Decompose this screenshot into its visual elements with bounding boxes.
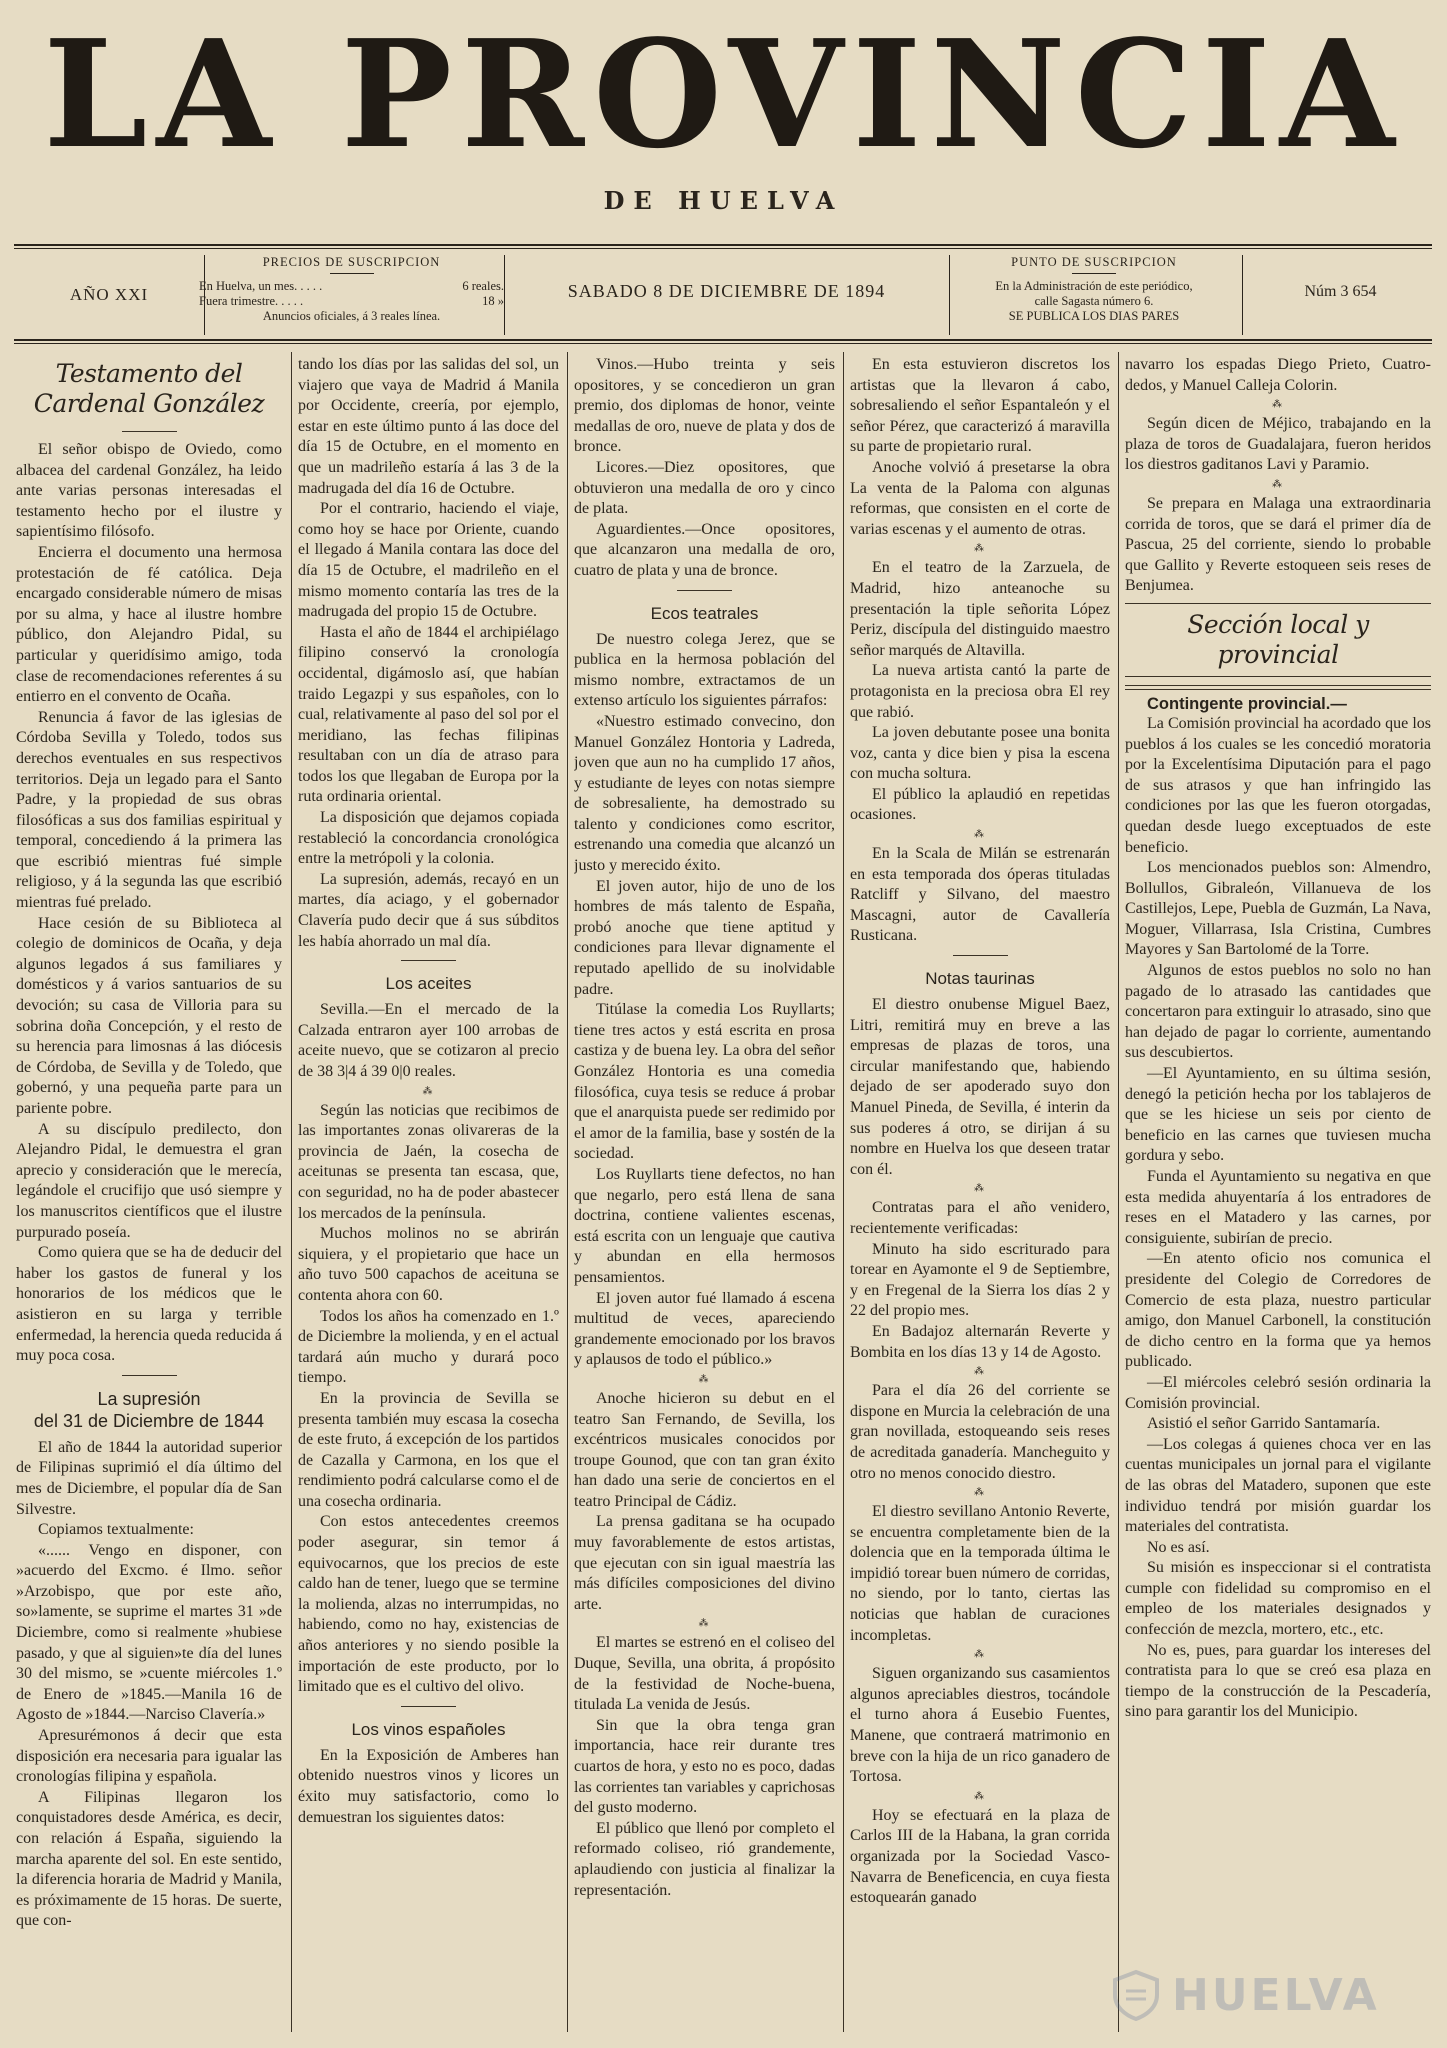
- section-divider: [677, 590, 732, 591]
- paragraph: Su misión es inspeccionar si el contratista cumple con fidelidad su compromiso en el empleo de los materiales designados y confección de mezcla, mortero, etc., etc.: [1125, 1559, 1431, 1639]
- box-divider: [1072, 273, 1116, 274]
- paragraph: Titúlase la comedia Los Ruyllarts; tiene tres actos y está escrita en prosa castiza y de buena ley. La obra del señor González Hontoria es una comedia filosófica, cuya tesis se reduce á probar que el anarquista puede ser redimido por el amor de la familia, base y sostén de la sociedad.: [574, 1001, 835, 1163]
- price-value-quarterly: 18 »: [482, 294, 504, 308]
- header-rule-top: [14, 244, 1432, 246]
- article-title-ecos: Ecos teatrales: [650, 603, 759, 623]
- asterism-separator: ⁂: [422, 1085, 435, 1097]
- paragraph: Renuncia á favor de las iglesias de Córdoba Sevilla y Toledo, todos sus derechos eventuales en sus respectivos territorios. Deja un legado para el Santo Padre, y la propiedad de sus obras filosóficas a sus dos familias espiritual y temporal, concediendo á la primera las que escribió mientras fué simple religioso, y á la segunda las que escribió mientras fué prelado.: [16, 708, 282, 912]
- archive-watermark: [1110, 1960, 1440, 2030]
- header-rule-top-thin: [14, 248, 1432, 249]
- paragraph: El público la aplaudió en repetidas ocasiones.: [850, 785, 1110, 824]
- paragraph: El diestro sevillano Antonio Reverte, se encuentra completamente bien de la dolencia que en la temporada última le impidió torear buen número de corridas, no siendo, por lo tanto, ciertas las noticias que hablan de curaciones incompletas.: [850, 1503, 1110, 1644]
- paragraph: El joven autor, hijo de uno de los hombres de más talento de España, probó anoche que tiene aptitud y condiciones para llevar dignamente el reputado apellido de su inolvidable padre.: [574, 877, 835, 998]
- article-title-testamento: Testamento del Cardenal González: [33, 359, 265, 418]
- asterism-separator: ⁂: [1272, 478, 1284, 490]
- paragraph: La Comisión provincial ha acordado que los pueblos á los cuales se les concedió moratoria por la Excelentísima Diputación para el pago de sus atrasos y que han infringido las condiciones por las que les fueron otorgadas, quedan desde luego exceptuados de este beneficio.: [1125, 714, 1431, 856]
- paragraph: El martes se estrenó en el coliseo del Duque, Sevilla, una obrita, á propósito de la festividad de Noche-buena, titulada La venida de Jesús.: [574, 1634, 835, 1714]
- header-rule-bottom: [14, 339, 1432, 341]
- paragraph: Apresurémonos á decir que esta disposición era necesaria para igualar las cronologías filipina y española.: [16, 1727, 282, 1786]
- publication-days: SE PUBLICA LOS DIAS PARES: [1008, 309, 1180, 323]
- paragraph: La nueva artista cantó la parte de protagonista en la preciosa obra El rey que rabió.: [850, 662, 1110, 721]
- subscription-point-line2: calle Sagasta número 6.: [1034, 294, 1154, 308]
- double-rule: [1125, 685, 1431, 690]
- paragraph: Todos los años ha comenzado en 1.º de Diciembre la molienda, y en el actual tardará aún mucho y durará poco tiempo.: [298, 1307, 559, 1387]
- price-label-quarterly: Fuera trimestre. . . . .: [199, 294, 304, 308]
- paragraph: El año de 1844 la autoridad superior de Filipinas suprimió el día último del mes de Diciembre, el popular día de San Silvestre.: [16, 1438, 282, 1518]
- paragraph: Anoche hicieron su debut en el teatro San Fernando, de Sevilla, los excéntricos musicales conocidos por troupe Gounod, que con tan gran éxito han dado una serie de conciertos en el teatro Principal de Cádiz.: [574, 1389, 835, 1510]
- asterism-separator: ⁂: [974, 1487, 986, 1499]
- paragraph: Se prepara en Malaga una extraordinaria corrida de toros, que se dará el primer día de Pascua, 25 del corriente, siendo lo probable que Gallito y Reverte estoqueen seis reses de Benjumea.: [1125, 494, 1431, 595]
- masthead-subtitle: DE HUELVA: [603, 186, 844, 215]
- paragraph: La supresión, además, recayó en un martes, día aciago, y el gobernador Clavería pudo decir que á sus súbditos les había ahorrado un mal día.: [298, 870, 559, 950]
- price-line-quarterly: [199, 294, 504, 309]
- asterism-separator: ⁂: [974, 829, 986, 841]
- column-3: [574, 355, 835, 2025]
- article-subtitle-supresion: del 31 de Diciembre de 1844: [33, 1410, 265, 1431]
- subscription-prices-title: PRECIOS DE SUSCRIPCION: [262, 255, 441, 269]
- paragraph: Los Ruyllarts tiene defectos, no han que negarlo, pero está llena de sana doctrina, contiene valientes escenas, está escrita con un lenguaje que cautiva y abundan en ella hermosos pensamientos.: [574, 1165, 835, 1286]
- paragraph: Siguen organizando sus casamientos algunos apreciables diestros, tocándole el turno ahora á Eusebio Fuentes, Manene, que contraerá matrimonio en breve con la hija de un rico ganadero de Tortosa.: [850, 1665, 1110, 1786]
- asterism-separator: ⁂: [974, 543, 986, 555]
- subscription-point-line1: En la Administración de este periódico,: [995, 279, 1193, 293]
- paragraph: Hoy se efectuará en la plaza de Carlos III de la Habana, la gran corrida organizada por la Sociedad Vasco-Navarra de Beneficencia, en cuya fiesta estoquearán ganado: [850, 1806, 1110, 1907]
- paragraph: —El Ayuntamiento, en su última sesión, denegó la petición hecha por los tablajeros de que se les hiciese un seis por ciento de beneficio en las carnes que tuviesen mucha gordura y sebo.: [1125, 1065, 1431, 1165]
- paragraph: Asistió el señor Garrido Santamaría.: [1147, 1415, 1381, 1433]
- title-divider: [122, 431, 177, 432]
- price-line-monthly: [199, 279, 504, 294]
- section-divider: [122, 1375, 177, 1376]
- section-divider: [401, 1706, 456, 1707]
- subscription-prices-box: [199, 251, 504, 339]
- paragraph: Según dicen de Méjico, trabajando en la plaza de toros de Guadalajara, fueron heridos los diestros gaditanos Lavi y Paramio.: [1125, 415, 1431, 474]
- column-divider: [291, 352, 292, 2032]
- paragraph: Anoche volvió á presetarse la obra La venta de la Paloma con algunas reformas, que consisten en el corte de varias escenas y el aumento de otras.: [850, 458, 1110, 538]
- column-divider: [567, 352, 568, 2032]
- column-1: [16, 355, 282, 2025]
- section-title-local: Sección local y provincial: [1187, 609, 1369, 669]
- paragraph: En el teatro de la Zarzuela, de Madrid, hizo anteanoche su presentación la tiple señorita López Periz, discípula del distinguido maestro señor marqués de Altavilla.: [850, 559, 1110, 659]
- paragraph: Minuto ha sido escriturado para torear en Ayamonte el 9 de Septiembre, y en Fregenal de la Sierra los días 2 y 22 del propio mes.: [850, 1240, 1110, 1320]
- asterism-separator: ⁂: [974, 1790, 986, 1802]
- asterism-separator: ⁂: [974, 1183, 986, 1195]
- paragraph: En la provincia de Sevilla se presenta también muy escasa la cosecha de este fruto, á excepción de los partidos de Cazalla y Carmona, en los que el rendimiento podrá calcularse como el de una cosecha ordinaria.: [298, 1389, 559, 1510]
- shield-icon: [1110, 1969, 1162, 2021]
- paragraph: Para el día 26 del corriente se dispone en Murcia la celebración de una gran novillada, estoqueando seis reses de acreditada ganadería. Mancheguito y otro no menos conocido diestro.: [850, 1382, 1110, 1482]
- column-4: [850, 355, 1110, 2025]
- asterism-separator: ⁂: [1272, 399, 1284, 411]
- masthead-title: LA PROVINCIA: [43, 7, 1404, 181]
- article-title-vinos: Los vinos españoles: [351, 1719, 506, 1739]
- info-bar: [14, 251, 1432, 339]
- paragraph: De nuestro colega Jerez, que se publica en la hermosa población del mismo nombre, extractamos de un extenso artículo los siguientes párrafos:: [574, 630, 835, 710]
- info-divider: [1242, 255, 1243, 335]
- paragraph: Por el contrario, haciendo el viaje, como hoy se hace por Oriente, cuando el llegado á Manila contara las doce del día 15 de Octubre, el madrileño en el mismo momento contaría las tres de la madrugada del propio 15 de Octubre.: [298, 500, 559, 621]
- column-2: [298, 355, 559, 2025]
- paragraph: Aguardientes.—Once opositores, que alcanzaron una medalla de oro, cuatro de plata y una de bronce.: [574, 520, 835, 579]
- paragraph: En la Exposición de Amberes han obtenido nuestros vinos y licores un éxito muy satisfactorio, como lo demuestran los siguientes datos:: [298, 1746, 559, 1826]
- paragraph: navarro los espadas Diego Prieto, Cuatro-dedos, y Manuel Calleja Colorin.: [1125, 356, 1431, 394]
- paragraph: En esta estuvieron discretos los artistas que la llevaron á cabo, sobresaliendo el señor Espantaleón y el señor Pérez, que caracterizó á maravilla su parte de propietario rural.: [850, 356, 1110, 456]
- box-divider: [330, 273, 374, 274]
- watermark-text: HUELVA: [1172, 1969, 1380, 2021]
- section-divider: [953, 955, 1008, 956]
- paragraph: Sevilla.—En el mercado de la Calzada entraron ayer 100 arrobas de aceite nuevo, que se cotizaron al precio de 38 3|4 á 39 0|0 reales.: [298, 1001, 559, 1080]
- paragraph: Hace cesión de su Biblioteca al colegio de dominicos de Ocaña, y deja algunos legados á sus familiares y domésticos y á varios santuarios de su devoción; su casa de Villoria para su sobrina doña Concepción, y el resto de su herencia para limosnas á las diócesis de Córdoba, de Sevilla y de Toledo, que gobernó, y una pequeña parte para un pariente pobre.: [16, 914, 282, 1117]
- paragraph: La joven debutante posee una bonita voz, canta y dice bien y pisa la escena con mucha soltura.: [850, 724, 1110, 783]
- asterism-separator: ⁂: [698, 1373, 711, 1385]
- article-title-aceites: Los aceites: [385, 974, 472, 994]
- price-label-monthly: En Huelva, un mes. . . . .: [199, 279, 323, 293]
- section-header-box: [1125, 603, 1431, 677]
- paragraph: Como quiera que se ha de deducir del haber los gastos de funeral y los honorarios de los médicos que le asistieron en su larga y terrible enfermedad, la herencia queda reducida á muy poca cosa.: [16, 1244, 282, 1365]
- paragraph: Según las noticias que recibimos de las importantes zonas olivareras de la provincia de Jaén, la cosecha de aceitunas se presenta tan escasa, que, con seguridad, no ha de poder abastecer los mercados de la península.: [298, 1101, 559, 1222]
- paragraph: El público que llenó por completo el reformado coliseo, rió grandemente, aplaudiendo con justicia al finalizar la representación.: [574, 1819, 835, 1899]
- paragraph: La disposición que dejamos copiada restableció la concordancia cronológica entre la metrópoli y la colonia.: [298, 809, 559, 868]
- paragraph: Funda el Ayuntamiento su negativa en que esta medida ahuyentaría á los entradores de reses en el Matadero y las carnes, por consiguiente, subirían de precio.: [1125, 1168, 1431, 1247]
- paragraph: No es, pues, para guardar los intereses del contratista para lo que se creó esa plaza en tiempo de la construcción de la Pescadería, sino para garantir los del Municipio.: [1125, 1641, 1431, 1721]
- paragraph: En Badajoz alternarán Reverte y Bombita en los días 13 y 14 de Agosto.: [850, 1322, 1110, 1361]
- paragraph: Los mencionados pueblos son: Almendro, Bollullos, Gibraleón, Villanueva de los Castillejos, Lepe, Puebla de Guzmán, La Nava, Moguer, Villarrasa, Isla Cristina, Cumbres Mayores y San Bartolomé de la Torre.: [1125, 859, 1431, 959]
- paragraph: Encierra el documento una hermosa protestación de fé católica. Deja encargado considerable número de misas por su alma, y hace al ilustre hombre público, don Alejandro Pidal, su particular y queridísimo amigo, toda clase de recomendaciones referentes á su entierro en el convento de Ocaña.: [16, 543, 282, 706]
- asterism-separator: ⁂: [974, 1649, 986, 1661]
- column-divider: [843, 352, 844, 2032]
- paragraph: Con estos antecedentes creemos poder asegurar, sin temor á equivocarnos, que los precios de este caldo han de tener, luego que se termine la molienda, alzas no interrumpidas, no habiendo, como no hay, existencias de años anteriores y no siendo posible la importación de este producto, por lo limitado que es el cultivo del olivo.: [298, 1513, 559, 1696]
- paragraph: Algunos de estos pueblos no solo no han pagado de lo atrasado las cantidades que concertaron para extinguir lo atrasado, sino que han dejado de pagar lo corriente, aumentando sus descubiertos.: [1125, 962, 1431, 1062]
- paragraph: Muchos molinos no se abrirán siquiera, y el propietario que hace un año tuvo 500 capachos de aceituna se contenta ahora con 60.: [298, 1225, 559, 1304]
- price-line-ads: Anuncios oficiales, á 3 reales línea.: [262, 309, 441, 323]
- issue-date: SABADO 8 DE DICIEMBRE DE 1894: [567, 281, 886, 301]
- article-title-supresion: La supresión: [97, 1388, 201, 1409]
- column-5: [1125, 355, 1431, 2025]
- issue-number: Núm 3 654: [1304, 283, 1377, 300]
- paragraph: La prensa gaditana se ha ocupado muy favorablemente de estos artistas, que ejecutan con sin igual maestría las más difíciles composiciones del divino arte.: [574, 1513, 835, 1613]
- paragraph: El diestro onubense Miguel Baez, Litri, remitirá muy en breve a las empresas de plazas de toros, una circular manifestando que, habiendo dejado de ser apoderado suyo don Manuel Pineda, de Sevilla, é interin da sus poderes á otro, se dirijan á su nombre en Huelva los que deseen tratar con él.: [850, 996, 1110, 1178]
- paragraph: Sin que la obra tenga gran importancia, hace reir durante tres cuartos de hora, y esto no es poco, dadas las corrientes tan variables y caprichosas del gusto moderno.: [574, 1716, 835, 1817]
- paragraph: —Los colegas á quienes choca ver en las cuentas municipales un jornal para el vigilante de las obras del Matadero, suponen que este individuo tendrá por misión guardar los materiales del contratista.: [1125, 1435, 1431, 1536]
- section-divider: [401, 960, 456, 961]
- asterism-separator: ⁂: [698, 1618, 711, 1630]
- paragraph: No es así.: [1147, 1538, 1210, 1556]
- info-divider: [504, 255, 505, 335]
- article-title-notas-taurinas: Notas taurinas: [925, 969, 1035, 989]
- column-divider: [1118, 352, 1119, 2032]
- year-label: AÑO XXI: [69, 285, 149, 304]
- paragraph: A su discípulo predilecto, don Alejandro Pidal, le demuestra el gran aprecio y consideración que le merecía, legándole el crucifijo que usó siempre y los manuscritos científicos que el ilustre purpurado poseía.: [16, 1120, 282, 1241]
- subheading-contingente: Contingente provincial.—: [1147, 694, 1347, 713]
- quoted-decree: «...... Vengo en disponer, con »acuerdo del Excmo. é Ilmo. señor »Arzobispo, que por este año, so»lamente, se suprime el martes 31 »de Diciembre, como si realmente »hubiese pasado, y que al siguien»te día del lunes 30 del mismo, se »cuente miércoles 1.º de Enero de »1845.—Manila 16 de Agosto de »1844.—Narciso Clavería.»: [16, 1541, 282, 1724]
- paragraph: tando los días por las salidas del sol, un viajero que vaya de Madrid á Manila por Occidente, creería, por ejemplo, estar en este último punto á las doce del día 15 de Octubre, en el momento en que un madrileño estaría á las 3 de la madrugada del día 16 de Octubre.: [298, 356, 559, 497]
- paragraph: Vinos.—Hubo treinta y seis opositores, y se concedieron un gran premio, dos diplomas de honor, veinte medallas de oro, nueve de plata y dos de bronce.: [574, 356, 835, 456]
- paragraph: Copiamos textualmente:: [38, 1521, 194, 1539]
- asterism-separator: ⁂: [974, 1366, 986, 1378]
- paragraph: «Nuestro estimado convecino, don Manuel González Hontoria y Ladreda, joven que aun no ha cumplido 17 años, y estudiante de leyes con notas siempre de sobresaliente, ha demostrado su talento y condiciones como escritor, estrenando una comedia que alcanzó un justo y merecido éxito.: [574, 712, 835, 875]
- paragraph: En la Scala de Milán se estrenarán en esta temporada dos óperas tituladas Ratcliff y Silvano, del maestro Mascagni, autor de Cavallería Rusticana.: [850, 845, 1110, 945]
- header-rule-bottom-thin: [14, 343, 1432, 344]
- paragraph: A Filipinas llegaron los conquistadores desde América, es decir, con relación á España, siguiendo la marcha aparente del sol. En este sentido, la diferencia horaria de Madrid y Manila, es próximamente de 15 horas. De suerte, que con-: [16, 1788, 282, 1930]
- subscription-point-title: PUNTO DE SUSCRIPCION: [1011, 255, 1177, 269]
- paragraph: Hasta el año de 1844 el archipiélago filipino conservó la cronología occidental, digámoslo así, que habían traido Legazpi y sus españoles, con lo cual, relativamente al paso del sol por el meridiano, las fechas filipinas resultaban con un día de atraso para todos los que llegaban de Europa por la ruta ordinaria oriental.: [298, 623, 559, 806]
- paragraph: —En atento oficio nos comunica el presidente del Colegio de Corredores de Comercio de esta plaza, nuestro particular amigo, don Manuel Carbonell, la constitución de dicho centro en la forma que ya hemos publicado.: [1125, 1250, 1431, 1371]
- paragraph: El joven autor fué llamado á escena multitud de veces, apareciendo grandemente emocionado por los bravos y aplausos de todo el público.»: [574, 1289, 835, 1369]
- paragraph: Contratas para el año venidero, recientemente verificadas:: [850, 1199, 1110, 1237]
- price-value-monthly: 6 reales.: [462, 279, 504, 293]
- paragraph: —El miércoles celebró sesión ordinaria la Comisión provincial.: [1125, 1373, 1431, 1412]
- subscription-point-box: [949, 251, 1239, 339]
- paragraph: El señor obispo de Oviedo, como albacea del cardenal González, ha leido ante varias personas interesadas el testamento hecho por el ilustre y sapientísimo filósofo.: [16, 441, 282, 541]
- paragraph: Licores.—Diez opositores, que obtuvieron una medalla de oro y cinco de plata.: [574, 458, 835, 518]
